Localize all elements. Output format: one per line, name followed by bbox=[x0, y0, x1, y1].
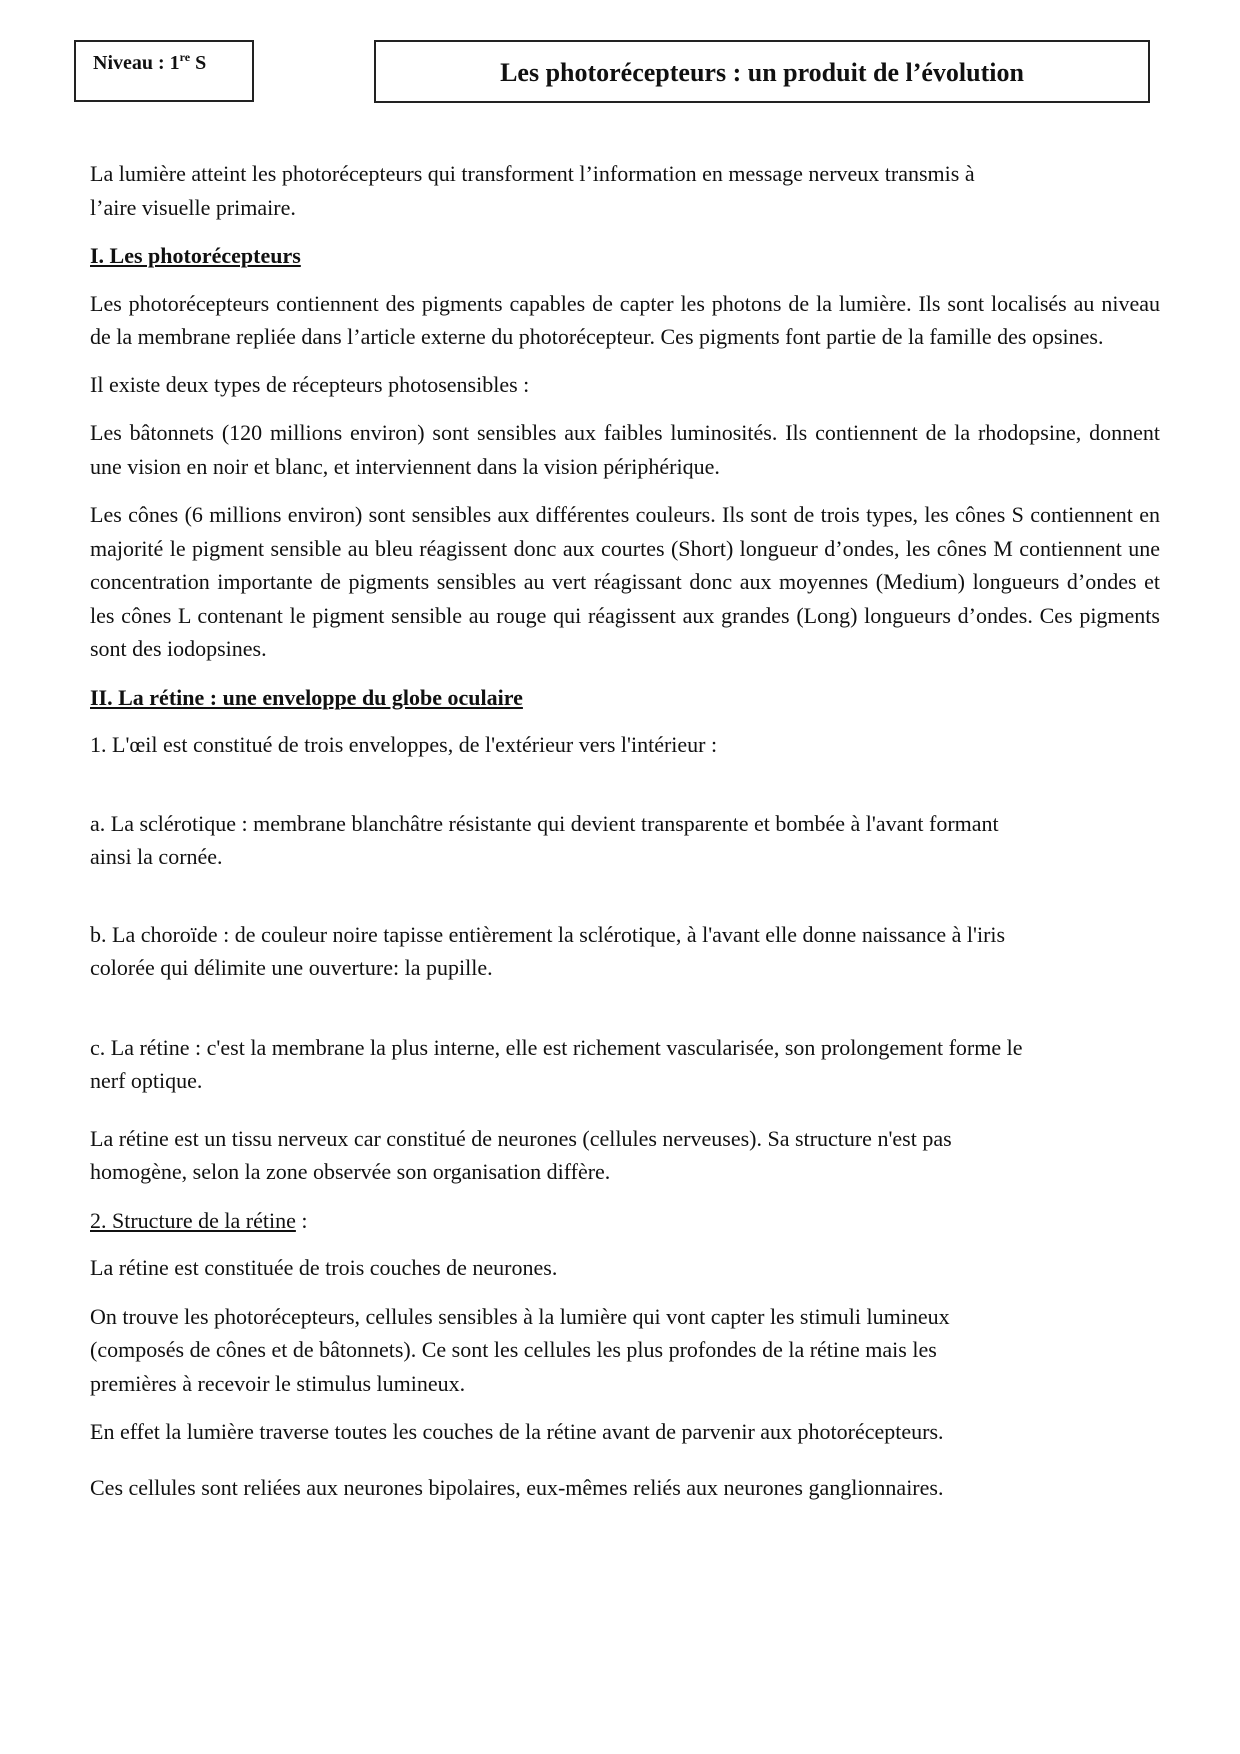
page-title: Les photorécepteurs : un produit de l’évolution bbox=[374, 40, 1150, 103]
photoreceptors-line-3: premières à recevoir le stimulus lumineux. bbox=[90, 1370, 466, 1396]
retina-line-1: c. La rétine : c'est la membrane la plus interne, elle est richement vascularisée, son prolongement forme le bbox=[90, 1034, 1023, 1060]
section-1-heading: I. Les photorécepteurs bbox=[90, 243, 301, 268]
photoreceptors-line-2: (composés de cônes et de bâtonnets). Ce sont les cellules les plus profondes de la rétine mais les bbox=[90, 1337, 937, 1362]
photoreceptors-line-1: On trouve les photorécepteurs, cellules sensibles à la lumière qui vont capter les stimuli lumineux bbox=[90, 1303, 950, 1329]
sclera-line-2: ainsi la cornée. bbox=[90, 844, 223, 869]
section-2-heading: II. La rétine : une enveloppe du globe oculaire bbox=[90, 684, 523, 710]
retina-structure-subheading bbox=[90, 1204, 1160, 1238]
level-suffix: S bbox=[190, 52, 207, 74]
nervous-tissue-line-1: La rétine est un tissu nerveux car constitué de neurones (cellules nerveuses). Sa structure n'est pas bbox=[90, 1125, 952, 1151]
choroid-line-2: colorée qui délimite une ouverture: la pupille. bbox=[90, 955, 493, 980]
retina-structure-colon: : bbox=[295, 1207, 308, 1233]
level-superscript: re bbox=[179, 50, 191, 64]
light-path-text: En effet la lumière traverse toutes les couches de la rétine avant de parvenir aux photorécepteurs. bbox=[90, 1419, 944, 1444]
level-label: Niveau : 1 bbox=[93, 52, 180, 74]
section-1-paragraph-1: Les photorécepteurs contiennent des pigments capables de capter les photons de la lumière. Ils sont localisés au niveau de la membrane repliée dans l’article externe du photorécepteur. Ces pigments font partie de la famille des opsines. bbox=[90, 290, 1160, 349]
sclera-line-1: a. La sclérotique : membrane blanchâtre résistante qui devient transparente et bombée à l'avant formant bbox=[90, 810, 999, 836]
eye-envelopes-intro: 1. L'œil est constitué de trois enveloppes, de l'extérieur vers l'intérieur : bbox=[90, 732, 718, 757]
level-box bbox=[74, 40, 254, 102]
choroid-line-1: b. La choroïde : de couleur noire tapisse entièrement la sclérotique, à l'avant elle donne naissance à l'iris bbox=[90, 921, 1006, 947]
three-layers-text: La rétine est constituée de trois couches de neurones. bbox=[90, 1255, 558, 1280]
retina-structure-label: 2. Structure de la rétine bbox=[90, 1207, 296, 1233]
section-1-paragraph-2: Il existe deux types de récepteurs photosensibles : bbox=[90, 371, 530, 397]
document-body bbox=[90, 157, 1160, 1504]
nervous-tissue-line-2: homogène, selon la zone observée son organisation diffère. bbox=[90, 1159, 611, 1184]
section-1-paragraph-4: Les cônes (6 millions environ) sont sensibles aux différentes couleurs. Ils sont de trois types, les cônes S contiennent en majorité le pigment sensible au bleu réagissent donc aux courtes (Short) longueur d’ondes, les cônes M contiennent une concentration importante de pigments sensibles au vert réagissant donc aux moyennes (Medium) longueurs d’ondes et les cônes L contenant le pigment sensible au rouge qui réagissent aux grandes (Long) longueurs d’ondes. Ces pigments sont des iodopsines. bbox=[90, 502, 1160, 661]
section-1-paragraph-3: Les bâtonnets (120 millions environ) sont sensibles aux faibles luminosités. Ils contiennent de la rhodopsine, donnent une vision en noir et blanc, et interviennent dans la vision périphérique. bbox=[90, 420, 1160, 479]
retina-line-2: nerf optique. bbox=[90, 1068, 203, 1093]
intro-line-1: La lumière atteint les photorécepteurs qui transforment l’information en message nerveux transmis à bbox=[90, 161, 975, 186]
cell-connections-text: Ces cellules sont reliées aux neurones bipolaires, eux-mêmes reliés aux neurones ganglionnaires. bbox=[90, 1474, 944, 1500]
intro-line-2: l’aire visuelle primaire. bbox=[90, 194, 296, 220]
